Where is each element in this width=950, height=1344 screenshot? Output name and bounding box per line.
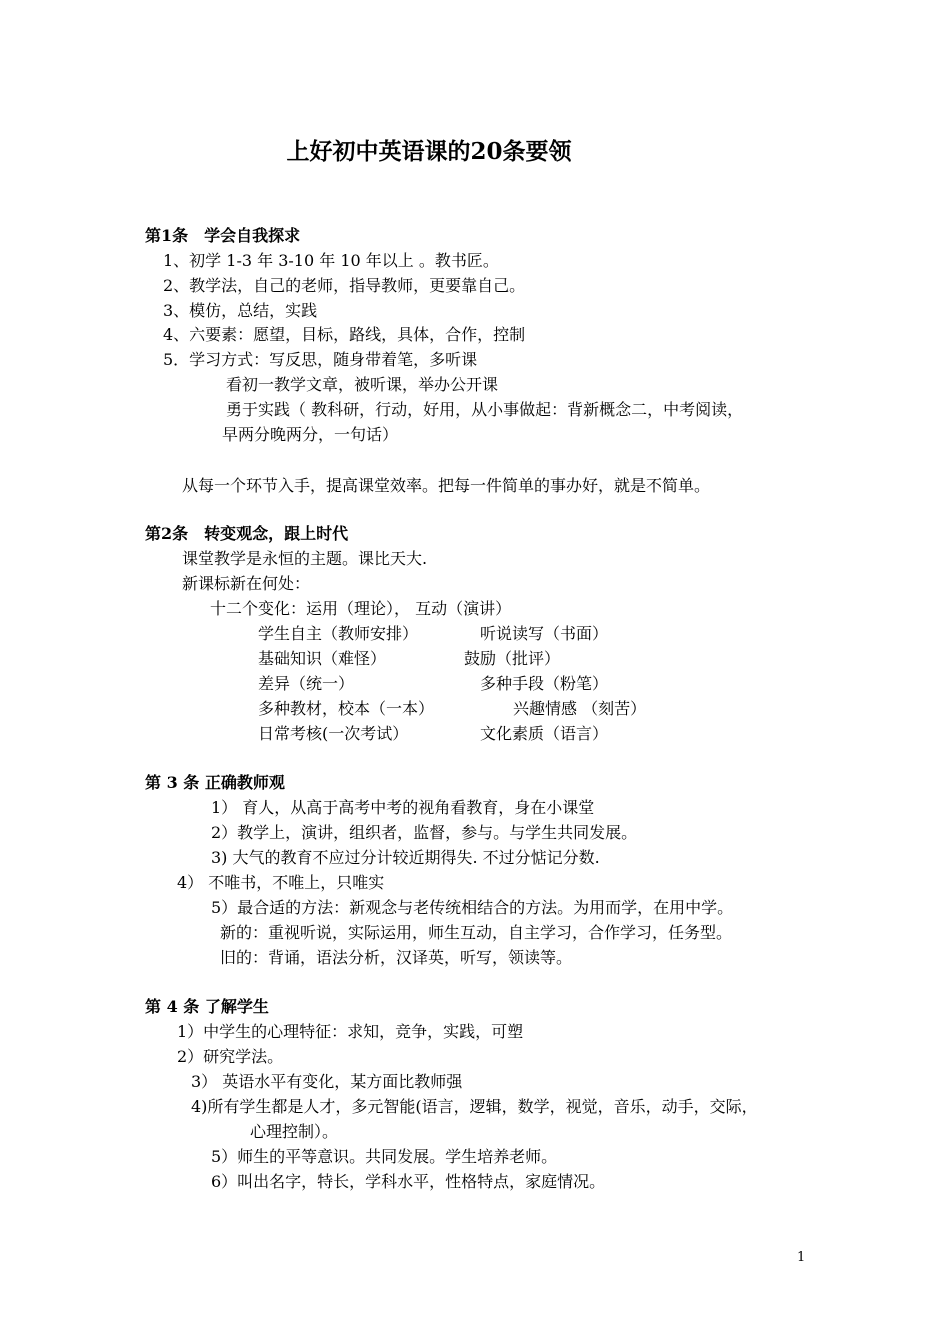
section-2-line-8b: 文化素质（语言） [480, 724, 609, 743]
section-2-line-1: 课堂教学是永恒的主题。课比天大. [182, 549, 428, 568]
section-2-line-5a: 基础知识（难怪） [258, 649, 387, 668]
section-3-line-4: 4） 不唯书，不唯上，只唯实 [177, 873, 385, 892]
section-4-line-4: 4)所有学生都是人才，多元智能(语言，逻辑，数学，视觉，音乐，动手，交际， [191, 1097, 758, 1116]
section-2-line-4a: 学生自主（教师安排） [258, 624, 419, 643]
section-1-line-5: 5．学习方式：写反思，随身带着笔，多听课 [163, 350, 478, 369]
section-2-line-3: 十二个变化：运用（理论）， 互动（演讲） [210, 599, 512, 618]
section-4-line-7: 6）叫出名字，特长，学科水平，性格特点，家庭情况。 [211, 1172, 606, 1191]
section-2-line-7b: 兴趣情感 （刻苦） [513, 699, 647, 718]
section-1-line-9: 从每一个环节入手，提高课堂效率。把每一件简单的事办好，就是不简单。 [182, 476, 711, 495]
section-1-line-3: 3、模仿，总结，实践 [163, 301, 318, 320]
section-4-line-5: 心理控制）。 [250, 1122, 339, 1141]
section-2-line-2: 新课标新在何处： [182, 574, 311, 593]
section-4-heading: 第 4 条 了解学生 [145, 997, 269, 1016]
section-2-heading: 第2条 转变观念，跟上时代 [145, 524, 349, 543]
section-3-heading: 第 3 条 正确教师观 [145, 773, 285, 792]
section-2-line-4b: 听说读写（书面） [480, 624, 609, 643]
section-3-line-1: 1） 育人，从高于高考中考的视角看教育，身在小课堂 [211, 798, 595, 817]
page-number: 1 [797, 1250, 806, 1265]
section-1-line-8: 早两分晚两分，一句话） [222, 425, 399, 444]
section-1-line-4: 4、六要素：愿望，目标，路线，具体，合作，控制 [163, 325, 526, 344]
section-1-line-6: 看初一教学文章，被听课，举办公开课 [226, 375, 499, 394]
section-3-line-5: 5）最合适的方法：新观念与老传统相结合的方法。为用而学，在用中学。 [211, 898, 734, 917]
section-2-line-8a: 日常考核(一次考试） [258, 724, 409, 743]
section-1-line-7: 勇于实践（ 教科研，行动，好用，从小事做起：背新概念二，中考阅读， [226, 400, 744, 419]
section-1-line-2: 2、教学法，自己的老师，指导教师，更要靠自己。 [163, 276, 526, 295]
section-4-line-1: 1）中学生的心理特征：求知，竞争，实践，可塑 [177, 1022, 524, 1041]
section-4-line-2: 2）研究学法。 [177, 1047, 284, 1066]
section-1-heading: 第1条 学会自我探求 [145, 226, 301, 245]
section-4-line-3: 3） 英语水平有变化，某方面比教师强 [191, 1072, 463, 1091]
section-1-line-1: 1、初学 1-3 年 3-10 年 10 年以上 。教书匠。 [163, 251, 499, 270]
section-3-line-6: 新的：重视听说，实际运用，师生互动，自主学习，合作学习，任务型。 [220, 923, 733, 942]
section-3-line-2: 2）教学上，演讲，组织者，监督，参与。与学生共同发展。 [211, 823, 638, 842]
section-3-line-3: 3) 大气的教育不应过分计较近期得失. 不过分惦记分数. [211, 848, 600, 867]
section-2-line-6b: 多种手段（粉笔） [480, 674, 609, 693]
section-2-line-6a: 差异（统一） [258, 674, 355, 693]
section-2-line-5b: 鼓励（批评） [464, 649, 561, 668]
section-4-line-6: 5）师生的平等意识。共同发展。学生培养老师。 [211, 1147, 558, 1166]
section-2-line-7a: 多种教材，校本（一本） [258, 699, 435, 718]
section-3-line-7: 旧的：背诵，语法分析，汉译英，听写，领读等。 [220, 948, 573, 967]
document-title: 上好初中英语课的20条要领 [286, 138, 572, 165]
